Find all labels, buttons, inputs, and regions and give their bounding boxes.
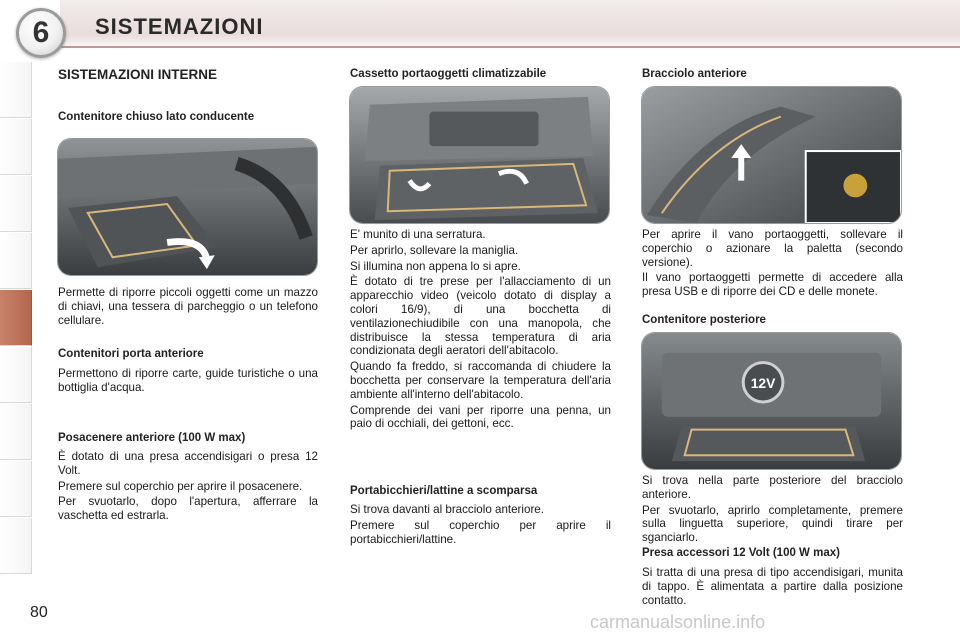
heading-driver-storage: Contenitore chiuso lato conducente [58, 111, 255, 123]
heading-accessory-socket: Presa accessori 12 Volt (100 W max) [642, 547, 840, 559]
photo-driver-storage [57, 138, 318, 276]
heading-door-bins: Contenitori porta anteriore [58, 348, 204, 360]
chapter-tabs [0, 62, 32, 577]
chapter-tab[interactable] [0, 347, 32, 403]
chapter-tab[interactable] [0, 119, 32, 175]
text-rear-storage [642, 474, 903, 547]
paragraph: Per aprire il vano portaoggetti, sollevare il coperchio o azionare la paletta (secondo versione). [642, 228, 903, 269]
photo-glovebox [349, 86, 610, 224]
text-cupholder [350, 503, 611, 548]
page-number: 80 [30, 604, 48, 621]
photo-armrest [641, 86, 902, 224]
paragraph: Si illumina non appena lo si apre. [350, 259, 521, 273]
paragraph: Premere sul coperchio per aprire il posacenere. [58, 479, 303, 493]
heading-cupholder: Portabicchieri/lattine a scomparsa [350, 485, 538, 497]
text-door-bins [58, 367, 318, 397]
section-title: SISTEMAZIONI INTERNE [58, 67, 218, 82]
header-rule [40, 46, 960, 48]
chapter-tab[interactable] [0, 461, 32, 517]
paragraph: Per aprirlo, sollevare la maniglia. [350, 243, 519, 257]
watermark: carmanualsonline.info [590, 612, 766, 632]
paragraph: Si trova nella parte posteriore del bracciolo anteriore. [642, 474, 903, 501]
text-ashtray [58, 450, 318, 525]
heading-rear-storage: Contenitore posteriore [642, 314, 766, 326]
chapter-tab-active[interactable] [0, 290, 32, 346]
heading-armrest: Bracciolo anteriore [642, 68, 747, 80]
paragraph: È dotato di una presa accendisigari o presa 12 Volt. [58, 450, 318, 477]
chapter-tab[interactable] [0, 62, 32, 118]
heading-ashtray: Posacenere anteriore (100 W max) [58, 432, 246, 444]
paragraph: Permettono di riporre carte, guide turistiche o una bottiglia d'acqua. [58, 367, 318, 394]
paragraph: Premere sul coperchio per aprire il portabicchieri/lattine. [350, 518, 611, 546]
chapter-tab[interactable] [0, 404, 32, 460]
paragraph: Permette di riporre piccoli oggetti come un mazzo di chiavi, una tessera di parcheggio o un telefono cellulare. [58, 286, 318, 327]
paragraph: Si tratta di una presa di tipo accendisigari, munita di tappo. È alimentata a partire dalla posizione contatto. [642, 566, 903, 607]
paragraph: Per svuotarlo, aprirlo completamente, premere sulla linguetta superiore, quindi tirare per sganciarlo. [642, 503, 903, 545]
text-glovebox [350, 228, 611, 433]
text-armrest [642, 228, 903, 301]
text-driver-storage [58, 286, 318, 329]
paragraph: Comprende dei vani per riporre una penna, un paio di occhiali, dei gettoni, ecc. [350, 403, 611, 431]
chapter-badge: 6 [16, 8, 66, 58]
photo-rear-storage [641, 332, 902, 470]
outlet-label: 12V [750, 375, 776, 392]
chapter-tab[interactable] [0, 233, 32, 289]
text-accessory-socket [642, 566, 903, 609]
page-title: SISTEMAZIONI [95, 14, 264, 39]
chapter-tab[interactable] [0, 176, 32, 232]
paragraph: Quando fa freddo, si raccomanda di chiudere la bocchetta per conservare la temperatura dell'aria ambiente all'interno dell'abitacolo. [350, 360, 611, 401]
paragraph: Il vano portaoggetti permette di accedere alla presa USB e di riporre dei CD e delle monete. [642, 271, 903, 299]
heading-glovebox: Cassetto portaoggetti climatizzabile [350, 68, 547, 80]
paragraph: Per svuotarlo, dopo l'apertura, afferrare la vaschetta ed estrarla. [58, 495, 318, 523]
paragraph: È dotato di tre prese per l'allacciamento di un apparecchio video (veicolo dotato di display a colori 16/9), di una bocchetta di ventilazionechiudibile con una manopola, che distribuisce la stessa temperatura di aria condizionata degli aeratori dell'abitacolo. [350, 275, 611, 358]
paragraph: E' munito di una serratura. [350, 228, 486, 241]
chapter-tab[interactable] [0, 518, 32, 574]
paragraph: Si trova davanti al bracciolo anteriore. [350, 503, 544, 516]
